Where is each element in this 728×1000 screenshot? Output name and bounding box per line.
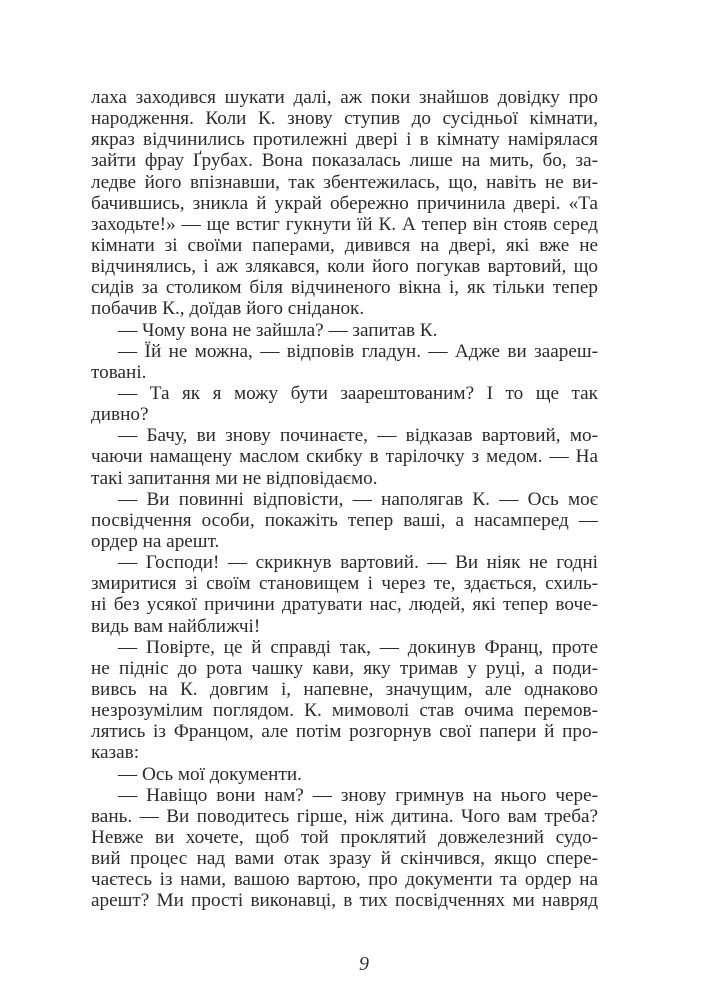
text-line: — Бачу, ви знову починаєте, — відказав вартовий, мо- [118, 425, 598, 447]
text-line: відчинялись, і аж злякався, коли його погукав вартовий, що [91, 256, 598, 278]
text-line: незрозумілим поглядом. К. мимоволі став очима перемов- [91, 700, 598, 722]
text-line: — Їй не можна, — відповів гладун. — Адже ви заареш- [118, 340, 598, 362]
text-line: — Навіщо вони нам? — знову гримнув на нього чере- [118, 784, 598, 806]
text-line: — Господи! — скрикнув вартовий. — Ви ніяк не годні [118, 552, 598, 574]
text-line: кімнати зі своїми паперами, дивився на двері, які вже не [91, 234, 598, 256]
text-line: Невже ви хочете, щоб той проклятий довжелезний судо- [91, 826, 598, 848]
text-line: — Чому вона не зайшла? — запитав К. [118, 319, 438, 341]
text-line: змиритися зі своїм становищем і через те, здається, схиль- [91, 573, 598, 595]
text-line: лятись із Францом, але потім розгорнув свої папери й про- [91, 721, 598, 743]
page-number: 9 [359, 953, 369, 975]
text-line: видь вам найближчі! [91, 615, 261, 637]
text-line: зайти фрау Ґрубах. Вона показалась лише на мить, бо, за- [91, 150, 598, 172]
text-line: вивсь на К. довгим і, напевне, значущим, але однаково [91, 678, 598, 700]
text-line: заходьте!» — ще встиг гукнути їй К. А тепер він стояв серед [91, 213, 598, 235]
text-line: ледве його впізнавши, так збентежилась, що, навіть не ви- [91, 171, 598, 193]
text-line: побачив К., доїдав його сніданок. [91, 298, 365, 320]
text-line: товані. [91, 361, 147, 383]
text-line: — Та як я можу бути заарештованим? І то ще так [118, 382, 598, 404]
text-line: якраз відчинились протилежні двері і в кімнату намірялася [91, 129, 598, 151]
text-line: арешт? Ми прості виконавці, в тих посвідченнях ми навряд [91, 890, 598, 912]
text-line: чаючи намащену маслом скибку в тарілочку з медом. — На [91, 446, 598, 468]
text-line: бачившись, зникла й украй обережно причинила двері. «Та [91, 192, 598, 214]
text-line: народження. Коли К. знову ступив до сусідньої кімнати, [91, 108, 598, 130]
text-line: — Ви повинні відповісти, — наполягав К. — Ось моє [118, 488, 598, 510]
text-line: вань. — Ви поводитесь гірше, ніж дитина. Чого вам треба? [91, 805, 598, 827]
text-line: чаєтесь із нами, вашою вартою, про документи та ордер на [91, 869, 598, 891]
text-line: дивно? [91, 404, 149, 426]
text-line: не підніс до рота чашку кави, яку тримав у руці, а поди- [91, 657, 598, 679]
text-line: вий процес над вами отак зразу й скінчився, якщо спере- [91, 848, 598, 870]
text-line: лаха заходився шукати далі, аж поки знайшов довідку про [91, 87, 598, 108]
text-line: — Повірте, це й справді так, — докинув Франц, проте [118, 636, 598, 658]
body-text [91, 87, 598, 911]
text-line: сидів за столиком біля відчиненого вікна і, як тільки тепер [91, 277, 598, 299]
text-line: такі запитання ми не відповідаємо. [91, 467, 378, 489]
text-line: ні без усякої причини дратувати нас, людей, які тепер воче- [91, 594, 598, 616]
text-line: — Ось мої документи. [118, 763, 302, 785]
text-line: казав: [91, 742, 140, 764]
text-line: посвідчення особи, покажіть тепер ваші, а насамперед — [91, 509, 598, 531]
text-line: ордер на арешт. [91, 530, 220, 552]
